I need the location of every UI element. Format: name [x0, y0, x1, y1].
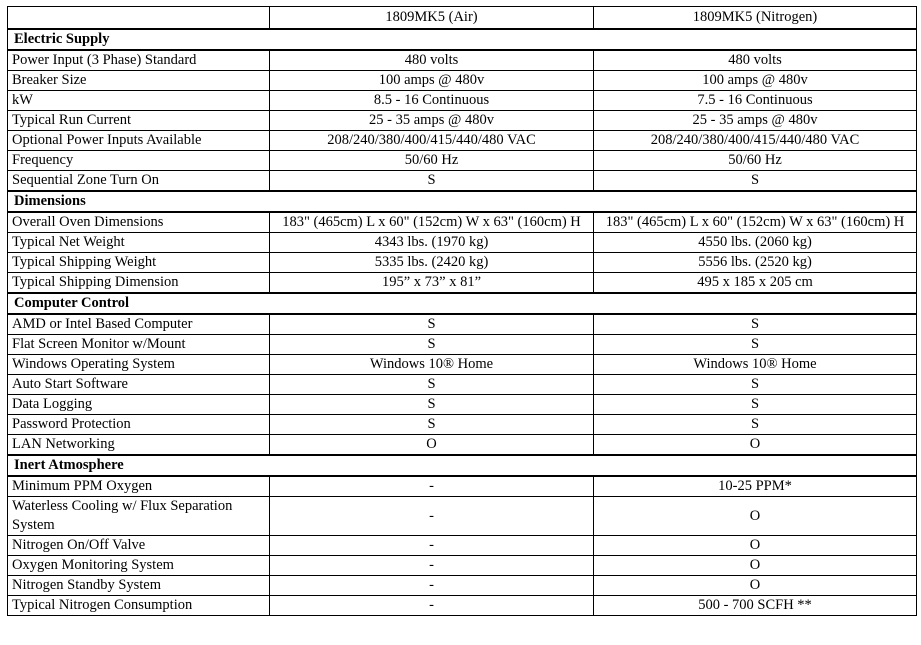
spec-label: Minimum PPM Oxygen — [8, 476, 270, 497]
spec-label: Overall Oven Dimensions — [8, 212, 270, 233]
spec-label: Auto Start Software — [8, 375, 270, 395]
header-air-model: 1809MK5 (Air) — [270, 7, 594, 30]
table-row — [8, 71, 917, 91]
nitrogen-value: O — [594, 435, 917, 456]
air-value: 208/240/380/400/415/440/480 VAC — [270, 131, 594, 151]
spec-label: LAN Networking — [8, 435, 270, 456]
table-row — [8, 415, 917, 435]
air-value: 25 - 35 amps @ 480v — [270, 111, 594, 131]
nitrogen-value: S — [594, 395, 917, 415]
nitrogen-value: S — [594, 314, 917, 335]
spec-label: Optional Power Inputs Available — [8, 131, 270, 151]
table-row — [8, 375, 917, 395]
table-row — [8, 335, 917, 355]
spec-label: Sequential Zone Turn On — [8, 171, 270, 192]
air-value: - — [270, 476, 594, 497]
nitrogen-value: S — [594, 375, 917, 395]
table-row — [8, 273, 917, 294]
air-value: - — [270, 596, 594, 616]
table-row — [8, 355, 917, 375]
air-value: - — [270, 536, 594, 556]
nitrogen-value: 183" (465cm) L x 60" (152cm) W x 63" (160cm) H — [594, 212, 917, 233]
table-row — [8, 171, 917, 192]
air-value: - — [270, 497, 594, 536]
header-blank-cell — [8, 7, 270, 30]
nitrogen-value: S — [594, 415, 917, 435]
nitrogen-value: 5556 lbs. (2520 kg) — [594, 253, 917, 273]
air-value: S — [270, 375, 594, 395]
spec-table — [7, 6, 917, 616]
spec-label: Typical Shipping Weight — [8, 253, 270, 273]
table-row — [8, 395, 917, 415]
nitrogen-value: 500 - 700 SCFH ** — [594, 596, 917, 616]
air-value: 4343 lbs. (1970 kg) — [270, 233, 594, 253]
table-row — [8, 212, 917, 233]
nitrogen-value: 100 amps @ 480v — [594, 71, 917, 91]
air-value: 183" (465cm) L x 60" (152cm) W x 63" (160cm) H — [270, 212, 594, 233]
nitrogen-value: O — [594, 576, 917, 596]
section-title: Inert Atmosphere — [8, 455, 917, 476]
spec-label: Typical Net Weight — [8, 233, 270, 253]
nitrogen-value: 10-25 PPM* — [594, 476, 917, 497]
air-value: Windows 10® Home — [270, 355, 594, 375]
spec-label: Power Input (3 Phase) Standard — [8, 50, 270, 71]
spec-label: Password Protection — [8, 415, 270, 435]
table-row — [8, 253, 917, 273]
table-row — [8, 476, 917, 497]
table-row — [8, 314, 917, 335]
spec-label: Oxygen Monitoring System — [8, 556, 270, 576]
table-row — [8, 435, 917, 456]
spec-label: Nitrogen On/Off Valve — [8, 536, 270, 556]
air-value: 5335 lbs. (2420 kg) — [270, 253, 594, 273]
table-row — [8, 497, 917, 536]
table-row — [8, 91, 917, 111]
air-value: 480 volts — [270, 50, 594, 71]
spec-label: kW — [8, 91, 270, 111]
nitrogen-value: O — [594, 556, 917, 576]
nitrogen-value: 50/60 Hz — [594, 151, 917, 171]
air-value: S — [270, 171, 594, 192]
nitrogen-value: 4550 lbs. (2060 kg) — [594, 233, 917, 253]
section-title: Dimensions — [8, 191, 917, 212]
table-row — [8, 151, 917, 171]
nitrogen-value: S — [594, 335, 917, 355]
table-row — [8, 556, 917, 576]
nitrogen-value: Windows 10® Home — [594, 355, 917, 375]
nitrogen-value: S — [594, 171, 917, 192]
nitrogen-value: O — [594, 497, 917, 536]
section-title: Electric Supply — [8, 29, 917, 50]
spec-label: Typical Shipping Dimension — [8, 273, 270, 294]
air-value: 100 amps @ 480v — [270, 71, 594, 91]
section-header-row — [8, 191, 917, 212]
spec-table-container — [7, 6, 916, 616]
air-value: S — [270, 395, 594, 415]
nitrogen-value: 7.5 - 16 Continuous — [594, 91, 917, 111]
air-value: - — [270, 556, 594, 576]
nitrogen-value: 480 volts — [594, 50, 917, 71]
spec-label: Nitrogen Standby System — [8, 576, 270, 596]
section-header-row — [8, 29, 917, 50]
spec-label: Breaker Size — [8, 71, 270, 91]
nitrogen-value: 495 x 185 x 205 cm — [594, 273, 917, 294]
spec-label: Windows Operating System — [8, 355, 270, 375]
table-row — [8, 131, 917, 151]
table-row — [8, 50, 917, 71]
header-nitrogen-model: 1809MK5 (Nitrogen) — [594, 7, 917, 30]
spec-label: AMD or Intel Based Computer — [8, 314, 270, 335]
table-row — [8, 596, 917, 616]
table-row — [8, 536, 917, 556]
nitrogen-value: 208/240/380/400/415/440/480 VAC — [594, 131, 917, 151]
air-value: 195” x 73” x 81” — [270, 273, 594, 294]
section-header-row — [8, 455, 917, 476]
table-row — [8, 233, 917, 253]
nitrogen-value: O — [594, 536, 917, 556]
air-value: S — [270, 335, 594, 355]
header-row — [8, 7, 917, 30]
spec-label: Waterless Cooling w/ Flux Separation System — [8, 497, 270, 536]
air-value: 50/60 Hz — [270, 151, 594, 171]
spec-label: Data Logging — [8, 395, 270, 415]
air-value: - — [270, 576, 594, 596]
section-header-row — [8, 293, 917, 314]
table-row — [8, 576, 917, 596]
air-value: S — [270, 415, 594, 435]
air-value: 8.5 - 16 Continuous — [270, 91, 594, 111]
table-row — [8, 111, 917, 131]
section-title: Computer Control — [8, 293, 917, 314]
air-value: O — [270, 435, 594, 456]
spec-label: Typical Nitrogen Consumption — [8, 596, 270, 616]
spec-label: Flat Screen Monitor w/Mount — [8, 335, 270, 355]
air-value: S — [270, 314, 594, 335]
spec-label: Typical Run Current — [8, 111, 270, 131]
nitrogen-value: 25 - 35 amps @ 480v — [594, 111, 917, 131]
spec-label: Frequency — [8, 151, 270, 171]
